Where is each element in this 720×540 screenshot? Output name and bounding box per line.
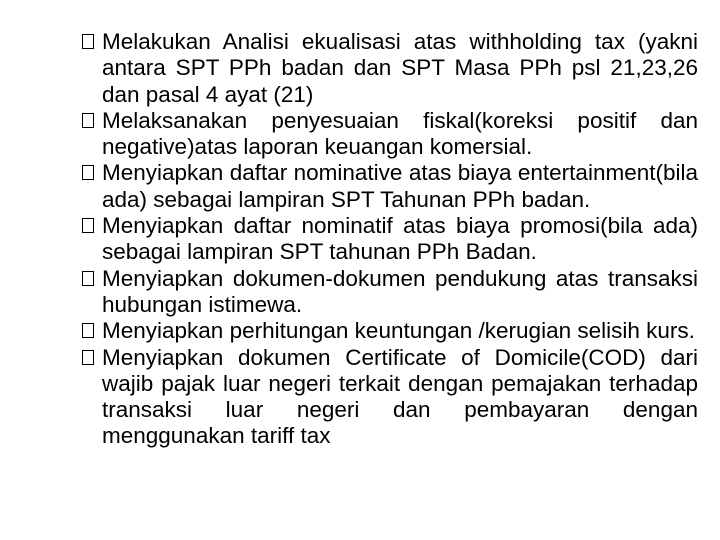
square-bullet-icon — [82, 113, 94, 128]
bullet-text: Menyiapkan dokumen Certificate of Domicile(COD) dari wajib pajak luar negeri terkait dengan pemajakan terhadap transaksi luar negeri dan pembayaran dengan menggunakan tariff tax — [102, 344, 698, 449]
bullet-item — [84, 160, 698, 213]
square-bullet-icon — [82, 34, 94, 49]
bullet-text: Menyiapkan perhitungan keuntungan /kerugian selisih kurs. — [102, 318, 695, 344]
bullet-text: Melakukan Analisi ekualisasi atas withholding tax (yakni antara SPT PPh badan dan SPT Masa PPh psl 21,23,26 dan pasal 4 ayat (21) — [102, 29, 698, 107]
bullet-item — [84, 345, 698, 450]
square-bullet-icon — [82, 271, 94, 286]
square-bullet-icon — [82, 323, 94, 338]
square-bullet-icon — [82, 350, 94, 365]
bullet-item — [84, 318, 698, 344]
bullet-item — [84, 29, 698, 108]
bullet-text: Menyiapkan daftar nominatif atas biaya promosi(bila ada) sebagai lampiran SPT tahunan PPh Badan. — [102, 213, 698, 265]
bullet-text: Menyiapkan dokumen-dokumen pendukung atas transaksi hubungan istimewa. — [102, 265, 698, 317]
bullet-text: Melaksanakan penyesuaian fiskal(koreksi positif dan negative)atas laporan keuangan komersial. — [102, 107, 698, 160]
square-bullet-icon — [82, 165, 94, 180]
bullet-text: Menyiapkan daftar nominative atas biaya entertainment(bila ada) sebagai lampiran SPT Tahunan PPh badan. — [102, 160, 698, 212]
bullet-list — [84, 29, 698, 450]
bullet-item — [84, 213, 698, 266]
bullet-item — [84, 108, 698, 161]
square-bullet-icon — [82, 218, 94, 233]
bullet-item — [84, 266, 698, 319]
